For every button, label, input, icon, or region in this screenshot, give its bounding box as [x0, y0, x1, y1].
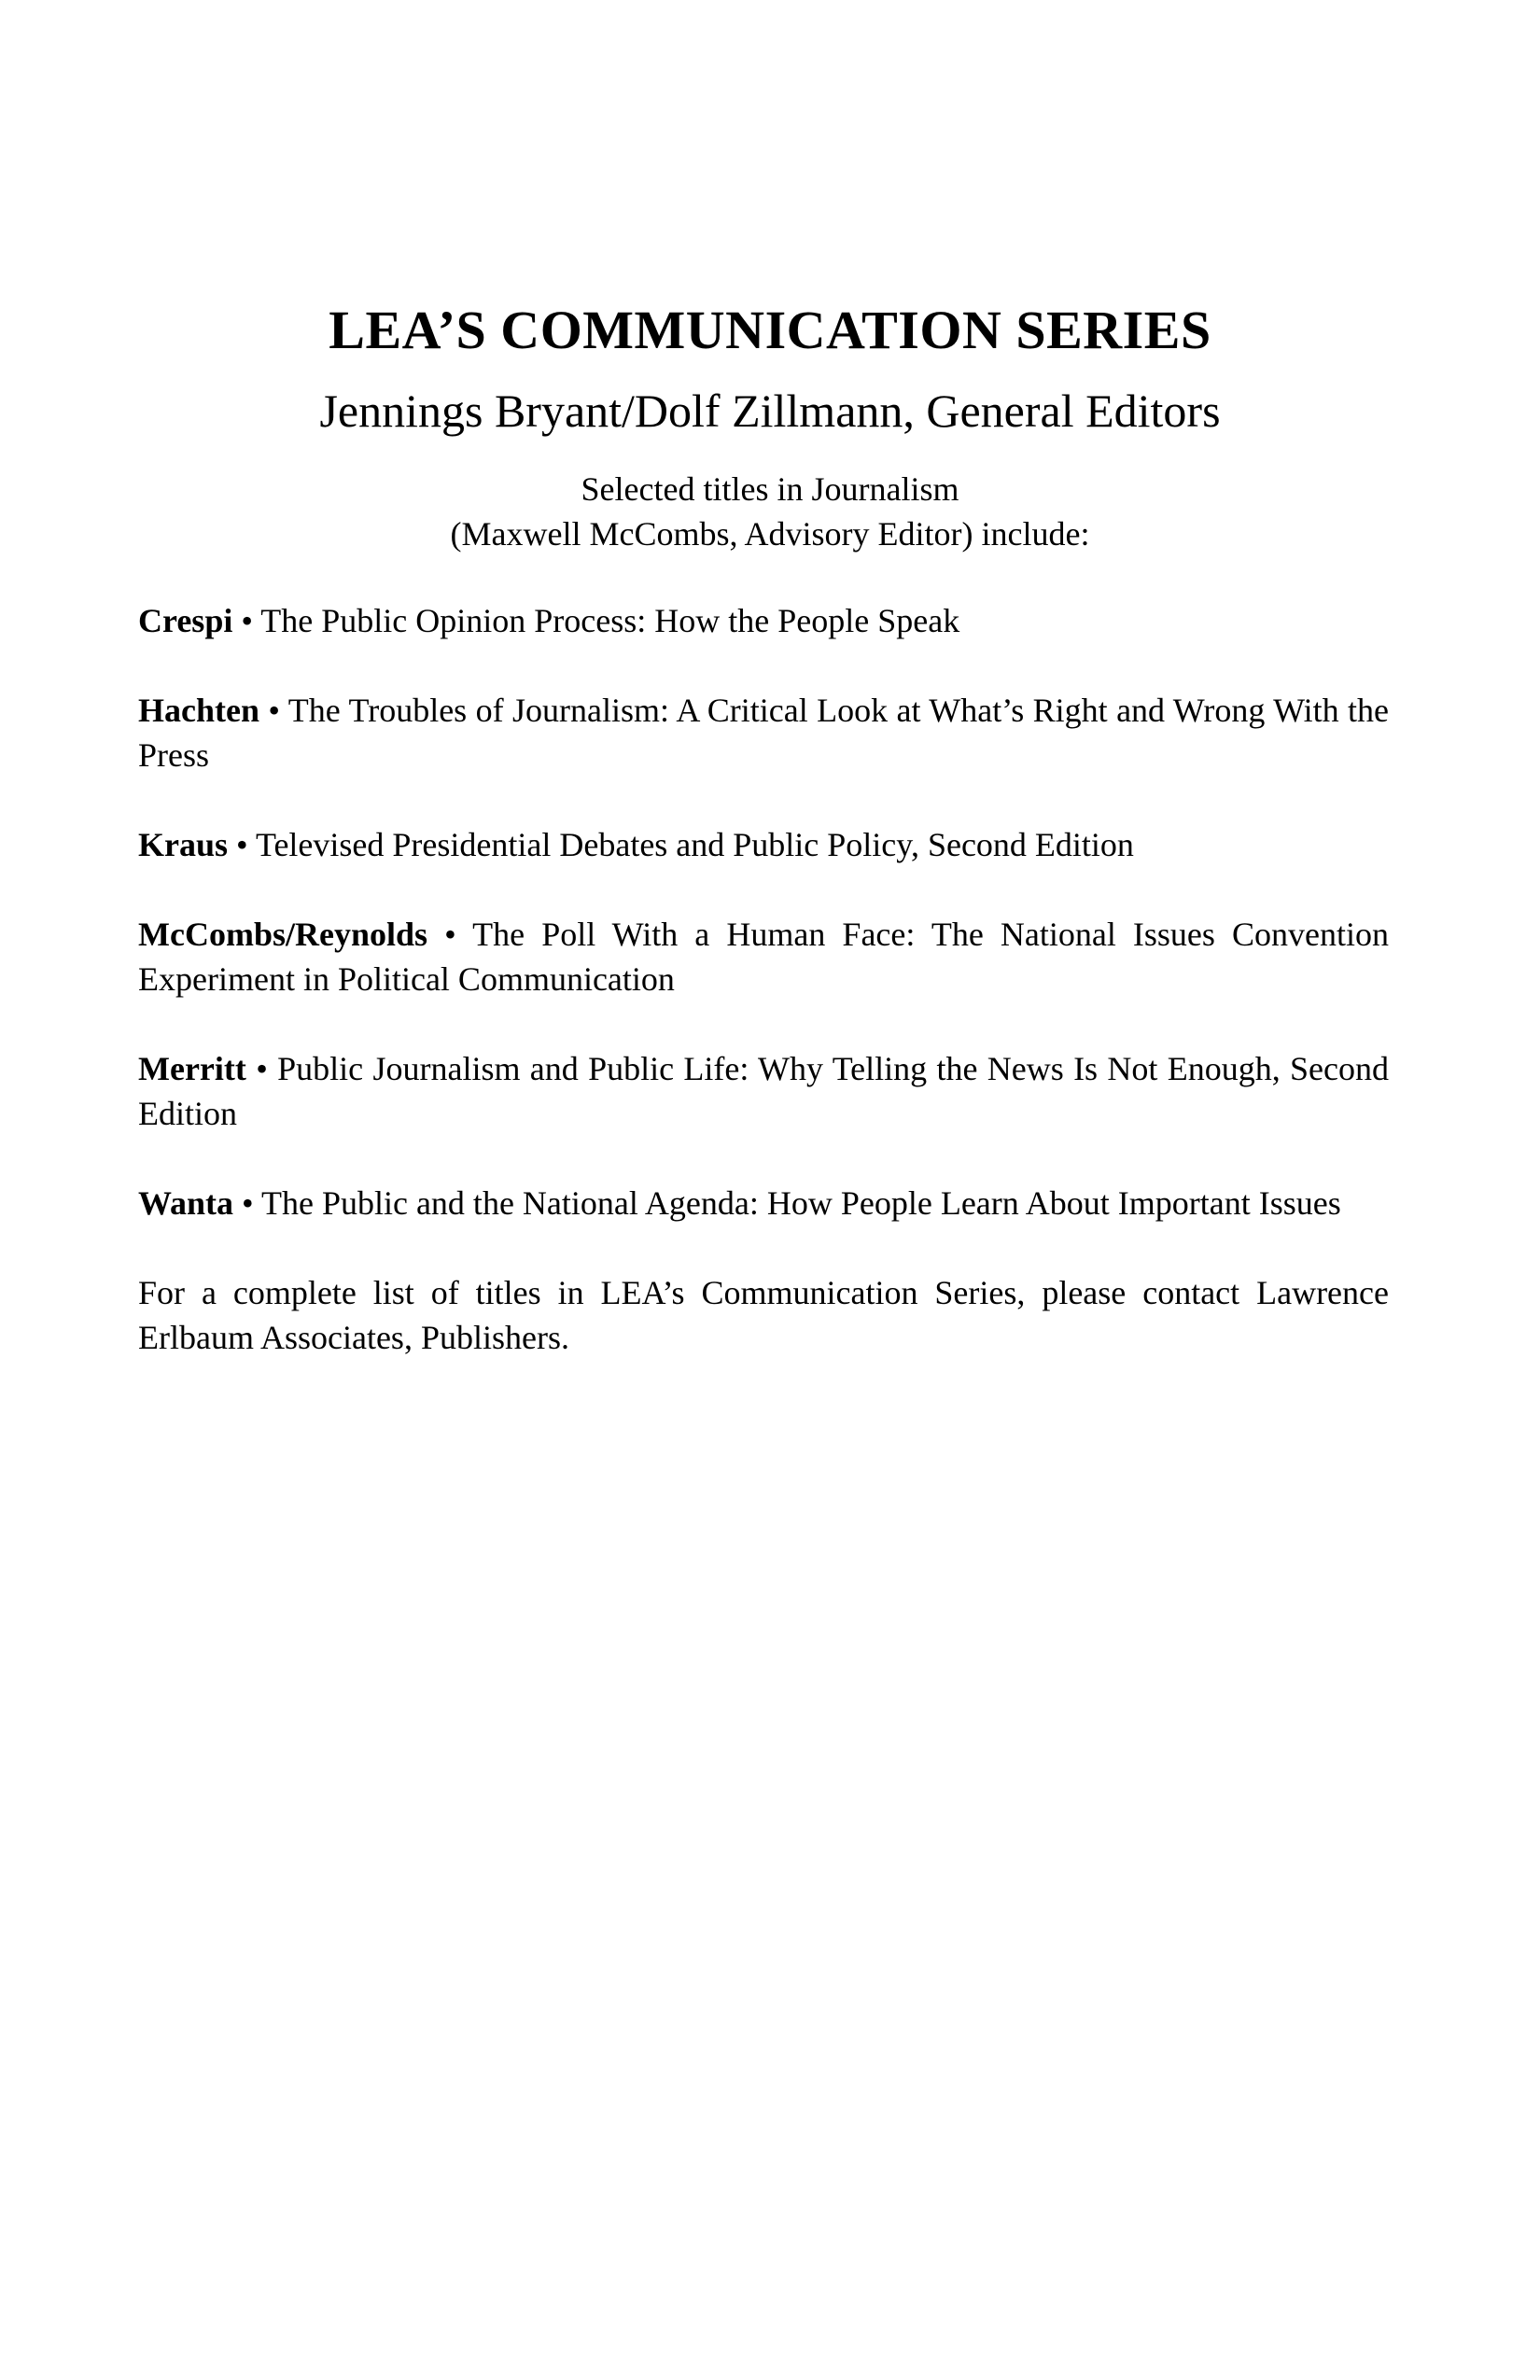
- list-item: [138, 1181, 1389, 1225]
- bullet-separator: •: [233, 1184, 261, 1222]
- entry-title: Public Journalism and Public Life: Why Telling the News Is Not Enough, Second Edition: [138, 1050, 1389, 1132]
- title-list: [138, 598, 1389, 1360]
- general-editors: Jennings Bryant/Dolf Zillmann, General Editors: [319, 385, 1221, 437]
- bullet-separator: •: [427, 916, 473, 953]
- list-item: [138, 688, 1389, 777]
- entry-author: Wanta: [138, 1184, 234, 1222]
- list-item: [138, 1046, 1389, 1136]
- entry-title: The Poll With a Human Face: The National Issues Convention Experiment in Political Communication: [138, 916, 1390, 998]
- entry-author: Merritt: [138, 1050, 246, 1087]
- entry-title: The Public and the National Agenda: How People Learn About Important Issues: [260, 1184, 1341, 1222]
- list-item: [138, 912, 1389, 1001]
- bullet-separator: •: [228, 826, 256, 863]
- series-title: LEA’S COMMUNICATION SERIES: [329, 300, 1211, 360]
- list-item: [138, 598, 1389, 643]
- list-item: [138, 822, 1389, 867]
- entry-title: The Public Opinion Process: How the People Speak: [260, 602, 960, 639]
- selected-titles-intro: [0, 467, 1540, 556]
- entry-title: Televised Presidential Debates and Public Policy, Second Edition: [255, 826, 1134, 863]
- entry-author: Hachten: [138, 692, 259, 729]
- bullet-separator: •: [245, 1050, 278, 1087]
- entry-author: Kraus: [138, 826, 229, 863]
- closing-note: For a complete list of titles in LEA’s Communication Series, please contact Lawrence Erlbaum Associates, Publishers.: [138, 1274, 1389, 1356]
- selected-titles-line: Selected titles in Journalism: [581, 470, 959, 508]
- entry-title: The Troubles of Journalism: A Critical Look at What’s Right and Wrong With the Press: [138, 692, 1390, 774]
- entry-author: Crespi: [138, 602, 233, 639]
- advisory-editor-line: (Maxwell McCombs, Advisory Editor) include:: [450, 515, 1090, 553]
- bullet-separator: •: [259, 692, 288, 729]
- bullet-separator: •: [232, 602, 261, 639]
- entry-author: McCombs/Reynolds: [138, 916, 428, 953]
